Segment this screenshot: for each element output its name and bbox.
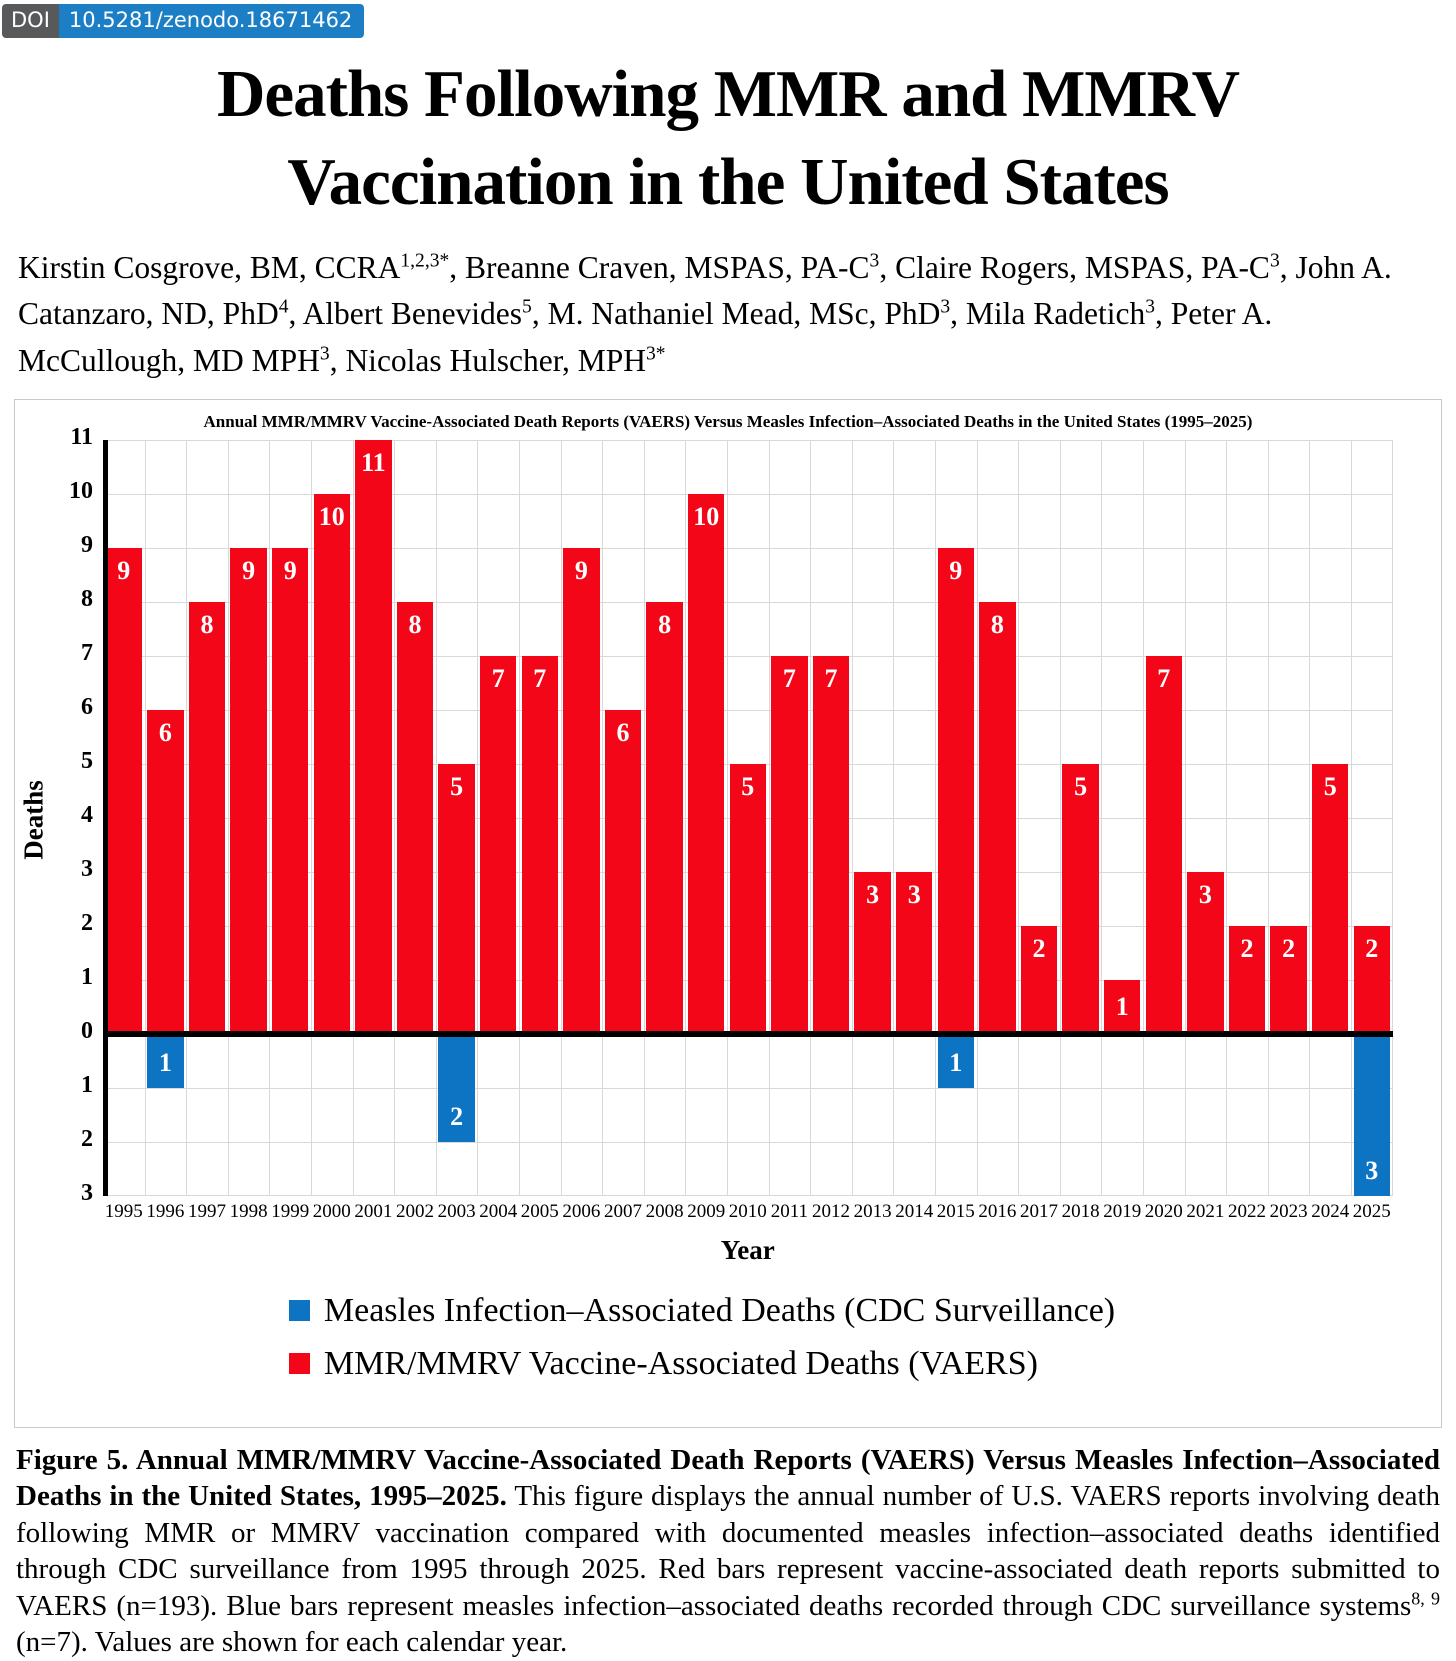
- v-gridline: [935, 440, 936, 1196]
- x-tick-1999: 1999: [271, 1200, 310, 1222]
- v-gridline: [353, 440, 354, 1196]
- bar-value-vaers-2023: 2: [1282, 933, 1296, 963]
- y-tick: 7: [81, 639, 93, 666]
- bar-value-vaers-2010: 5: [741, 771, 755, 801]
- x-tick-2001: 2001: [354, 1200, 393, 1222]
- v-gridline: [1268, 440, 1269, 1196]
- legend-label: Measles Infection–Associated Deaths (CDC Surveillance): [323, 1291, 1116, 1329]
- legend-swatch-vaers: [289, 1353, 310, 1374]
- caption-bold-text: Figure 5. Annual MMR/MMRV Vaccine-Associated Death Reports (VAERS) Versus Measles Infection–Associated Deaths in the United States, 1995–2025.: [16, 1443, 1440, 1513]
- v-gridline: [561, 440, 562, 1196]
- x-tick-1995: 1995: [104, 1200, 143, 1222]
- bar-vaers-1999: [272, 548, 309, 1034]
- bar-value-vaers-2005: 7: [533, 663, 547, 693]
- v-gridline: [685, 440, 686, 1196]
- v-gridline: [519, 440, 520, 1196]
- v-gridline: [1143, 440, 1144, 1196]
- v-gridline: [852, 440, 853, 1196]
- x-tick-2022: 2022: [1227, 1200, 1266, 1222]
- bar-value-vaers-2000: 10: [318, 501, 345, 531]
- h-gridline: [103, 494, 1393, 495]
- v-gridline: [727, 440, 728, 1196]
- bar-value-vaers-2009: 10: [693, 501, 720, 531]
- bar-value-vaers-2018: 5: [1074, 771, 1088, 801]
- v-gridline: [1392, 440, 1393, 1196]
- legend-item-1: [289, 1345, 1115, 1383]
- bar-value-measles-2015: 1: [949, 1047, 963, 1077]
- bar-value-vaers-2002: 8: [408, 609, 422, 639]
- x-tick-2012: 2012: [811, 1200, 850, 1222]
- figure-caption: [16, 1442, 1440, 1661]
- bar-vaers-2007: [605, 710, 642, 1034]
- bar-vaers-2016: [979, 602, 1016, 1034]
- bar-vaers-2012: [813, 656, 850, 1034]
- doi-link[interactable]: 10.5281/zenodo.18671462: [59, 4, 364, 38]
- y-tick: 3: [81, 855, 93, 882]
- v-gridline: [602, 440, 603, 1196]
- v-gridline: [1018, 440, 1019, 1196]
- v-gridline: [145, 440, 146, 1196]
- v-gridline: [228, 440, 229, 1196]
- bar-value-vaers-2013: 3: [866, 879, 880, 909]
- bar-value-vaers-2007: 6: [616, 717, 630, 747]
- y-axis-spine: [103, 440, 108, 1196]
- bar-value-vaers-1997: 8: [200, 609, 214, 639]
- y-tick: 10: [69, 477, 93, 504]
- v-gridline: [1226, 440, 1227, 1196]
- bar-vaers-2002: [397, 602, 434, 1034]
- bar-value-vaers-2019: 1: [1115, 991, 1129, 1021]
- y-tick: 1: [81, 1071, 93, 1098]
- x-tick-2023: 2023: [1269, 1200, 1308, 1222]
- plot-area: [103, 440, 1393, 1196]
- bar-vaers-1995: [106, 548, 143, 1034]
- y-tick: 9: [81, 531, 93, 558]
- bar-value-vaers-2012: 7: [824, 663, 838, 693]
- x-tick-2014: 2014: [895, 1200, 934, 1222]
- chart-title: Annual MMR/MMRV Vaccine-Associated Death Reports (VAERS) Versus Measles Infection–Associated Deaths in the United States (1995–2025): [203, 411, 1253, 431]
- bar-vaers-2024: [1312, 764, 1349, 1034]
- bar-value-measles-2025: 3: [1365, 1155, 1379, 1185]
- y-tick: 6: [81, 693, 93, 720]
- bar-vaers-1996: [147, 710, 184, 1034]
- x-tick-2003: 2003: [437, 1200, 476, 1222]
- x-tick-2011: 2011: [770, 1200, 809, 1222]
- bar-value-vaers-2016: 8: [990, 609, 1004, 639]
- bar-value-vaers-1996: 6: [158, 717, 172, 747]
- x-tick-2017: 2017: [1019, 1200, 1058, 1222]
- bar-value-measles-2003: 2: [450, 1101, 464, 1131]
- v-gridline: [977, 440, 978, 1196]
- x-tick-2009: 2009: [687, 1200, 726, 1222]
- x-tick-2010: 2010: [728, 1200, 767, 1222]
- x-tick-2020: 2020: [1144, 1200, 1183, 1222]
- bar-vaers-2006: [563, 548, 600, 1034]
- x-tick-2015: 2015: [936, 1200, 975, 1222]
- bar-vaers-2004: [480, 656, 517, 1034]
- bar-value-vaers-2001: 11: [361, 447, 386, 477]
- legend: [289, 1292, 1115, 1383]
- x-tick-2013: 2013: [853, 1200, 892, 1222]
- y-tick: 2: [81, 909, 93, 936]
- y-tick: 3: [81, 1179, 93, 1206]
- x-tick-1997: 1997: [187, 1200, 226, 1222]
- y-axis-ticks: [53, 423, 103, 1206]
- bar-vaers-2011: [771, 656, 808, 1034]
- bar-vaers-1997: [189, 602, 226, 1034]
- x-axis-title: Year: [720, 1234, 775, 1265]
- y-axis-title: Deaths: [18, 779, 49, 860]
- x-tick-2016: 2016: [978, 1200, 1017, 1222]
- bar-value-vaers-2004: 7: [491, 663, 505, 693]
- v-gridline: [1185, 440, 1186, 1196]
- bar-vaers-2009: [688, 494, 725, 1034]
- bar-value-vaers-2022: 2: [1240, 933, 1254, 963]
- bar-vaers-2010: [730, 764, 767, 1034]
- bar-value-vaers-2024: 5: [1323, 771, 1337, 801]
- bar-vaers-2005: [522, 656, 559, 1034]
- v-gridline: [1351, 440, 1352, 1196]
- x-tick-1998: 1998: [229, 1200, 268, 1222]
- y-tick: 4: [81, 801, 93, 828]
- v-gridline: [311, 440, 312, 1196]
- h-gridline: [103, 440, 1393, 441]
- x-tick-2025: 2025: [1352, 1200, 1391, 1222]
- bar-value-vaers-1995: 9: [117, 555, 131, 585]
- v-gridline: [186, 440, 187, 1196]
- x-tick-2018: 2018: [1061, 1200, 1100, 1222]
- x-tick-2007: 2007: [603, 1200, 642, 1222]
- v-gridline: [394, 440, 395, 1196]
- bar-value-vaers-2003: 5: [450, 771, 464, 801]
- bar-value-measles-1996: 1: [158, 1047, 172, 1077]
- v-gridline: [893, 440, 894, 1196]
- h-gridline: [103, 1195, 1393, 1196]
- authors: Kirstin Cosgrove, BM, $CCRA^{1,2,3*}$, Breanne Craven, MSPAS, $PA-C^3$, Claire Rogers, MSPAS, $PA-C^3$, John A. Catanzaro, ND, PhD$^4$, Albert Benevides$^5$, M. Nathaniel Mead, MSc, PhD$^3$, Mila Radetich$^3$, Peter A. McCullough, MD MPH$^3$, Nicolas Hulscher, $MPH^{3*}$: [18, 249, 1392, 379]
- x-tick-2021: 2021: [1186, 1200, 1225, 1222]
- bar-value-vaers-2017: 2: [1032, 933, 1046, 963]
- v-gridline: [810, 440, 811, 1196]
- v-gridline: [269, 440, 270, 1196]
- y-tick: 1: [81, 963, 93, 990]
- bar-value-vaers-2014: 3: [907, 879, 921, 909]
- page-title-line1: Deaths Following MMR and MMRV: [217, 57, 1239, 131]
- v-gridline: [436, 440, 437, 1196]
- doi-label: DOI: [2, 4, 59, 38]
- legend-swatch-measles: [289, 1300, 310, 1321]
- y-tick: 11: [70, 423, 93, 450]
- caption-regular-text: This figure displays the annual number of U.S. VAERS reports involving death following MMR or MMRV vaccination compared with documented measles infection–associated deaths identified through CDC surveillance from 1995 through 2025. Red bars represent vaccine-associated death reports submitted to VAERS (n=193). Blue bars represent measles infection–associated deaths recorded through CDC surveillance systems$^{8, 9}$ (n=7). Values are shown for each calendar year.: [16, 1480, 1441, 1659]
- x-tick-2019: 2019: [1103, 1200, 1142, 1222]
- bar-vaers-2001: [355, 440, 392, 1034]
- bar-value-vaers-2011: 7: [782, 663, 796, 693]
- y-tick: 0: [81, 1017, 93, 1044]
- bar-value-vaers-2021: 3: [1198, 879, 1212, 909]
- bar-vaers-2020: [1146, 656, 1183, 1034]
- plot-column: [103, 440, 1393, 1266]
- legend-label: MMR/MMRV Vaccine-Associated Deaths (VAERS): [323, 1344, 1038, 1382]
- x-tick-2004: 2004: [479, 1200, 518, 1222]
- bar-value-vaers-2020: 7: [1157, 663, 1171, 693]
- x-tick-2008: 2008: [645, 1200, 684, 1222]
- h-gridline: [103, 1142, 1393, 1143]
- bar-vaers-1998: [230, 548, 267, 1034]
- doi-badge: [2, 4, 364, 38]
- bar-value-vaers-2025: 2: [1365, 933, 1379, 963]
- x-axis-zero-line: [103, 1031, 1393, 1037]
- x-axis-ticks: [103, 1201, 1393, 1231]
- v-gridline: [1060, 440, 1061, 1196]
- legend-item-0: [289, 1292, 1115, 1330]
- figure-box: [14, 399, 1442, 1428]
- x-tick-2005: 2005: [520, 1200, 559, 1222]
- v-gridline: [769, 440, 770, 1196]
- chart: [15, 423, 1441, 1266]
- x-tick-2024: 2024: [1311, 1200, 1350, 1222]
- y-tick: 2: [81, 1125, 93, 1152]
- x-tick-2002: 2002: [395, 1200, 434, 1222]
- bar-vaers-2018: [1062, 764, 1099, 1034]
- page-title: [0, 50, 1456, 227]
- bar-vaers-2000: [314, 494, 351, 1034]
- v-gridline: [477, 440, 478, 1196]
- page-title-line2: Vaccination in the United States: [287, 145, 1169, 220]
- bar-value-vaers-2008: 8: [658, 609, 672, 639]
- bar-value-vaers-1999: 9: [283, 555, 297, 585]
- v-gridline: [1309, 440, 1310, 1196]
- x-tick-2000: 2000: [312, 1200, 351, 1222]
- y-tick: 8: [81, 585, 93, 612]
- v-gridline: [1101, 440, 1102, 1196]
- v-gridline: [644, 440, 645, 1196]
- bar-value-vaers-2015: 9: [949, 555, 963, 585]
- bar-value-vaers-1998: 9: [242, 555, 256, 585]
- y-tick: 5: [81, 747, 93, 774]
- bar-value-vaers-2006: 9: [574, 555, 588, 585]
- bar-vaers-2015: [938, 548, 975, 1034]
- x-tick-2006: 2006: [562, 1200, 601, 1222]
- bar-vaers-2008: [646, 602, 683, 1034]
- h-gridline: [103, 1088, 1393, 1089]
- bar-vaers-2003: [438, 764, 475, 1034]
- x-tick-1996: 1996: [146, 1200, 185, 1222]
